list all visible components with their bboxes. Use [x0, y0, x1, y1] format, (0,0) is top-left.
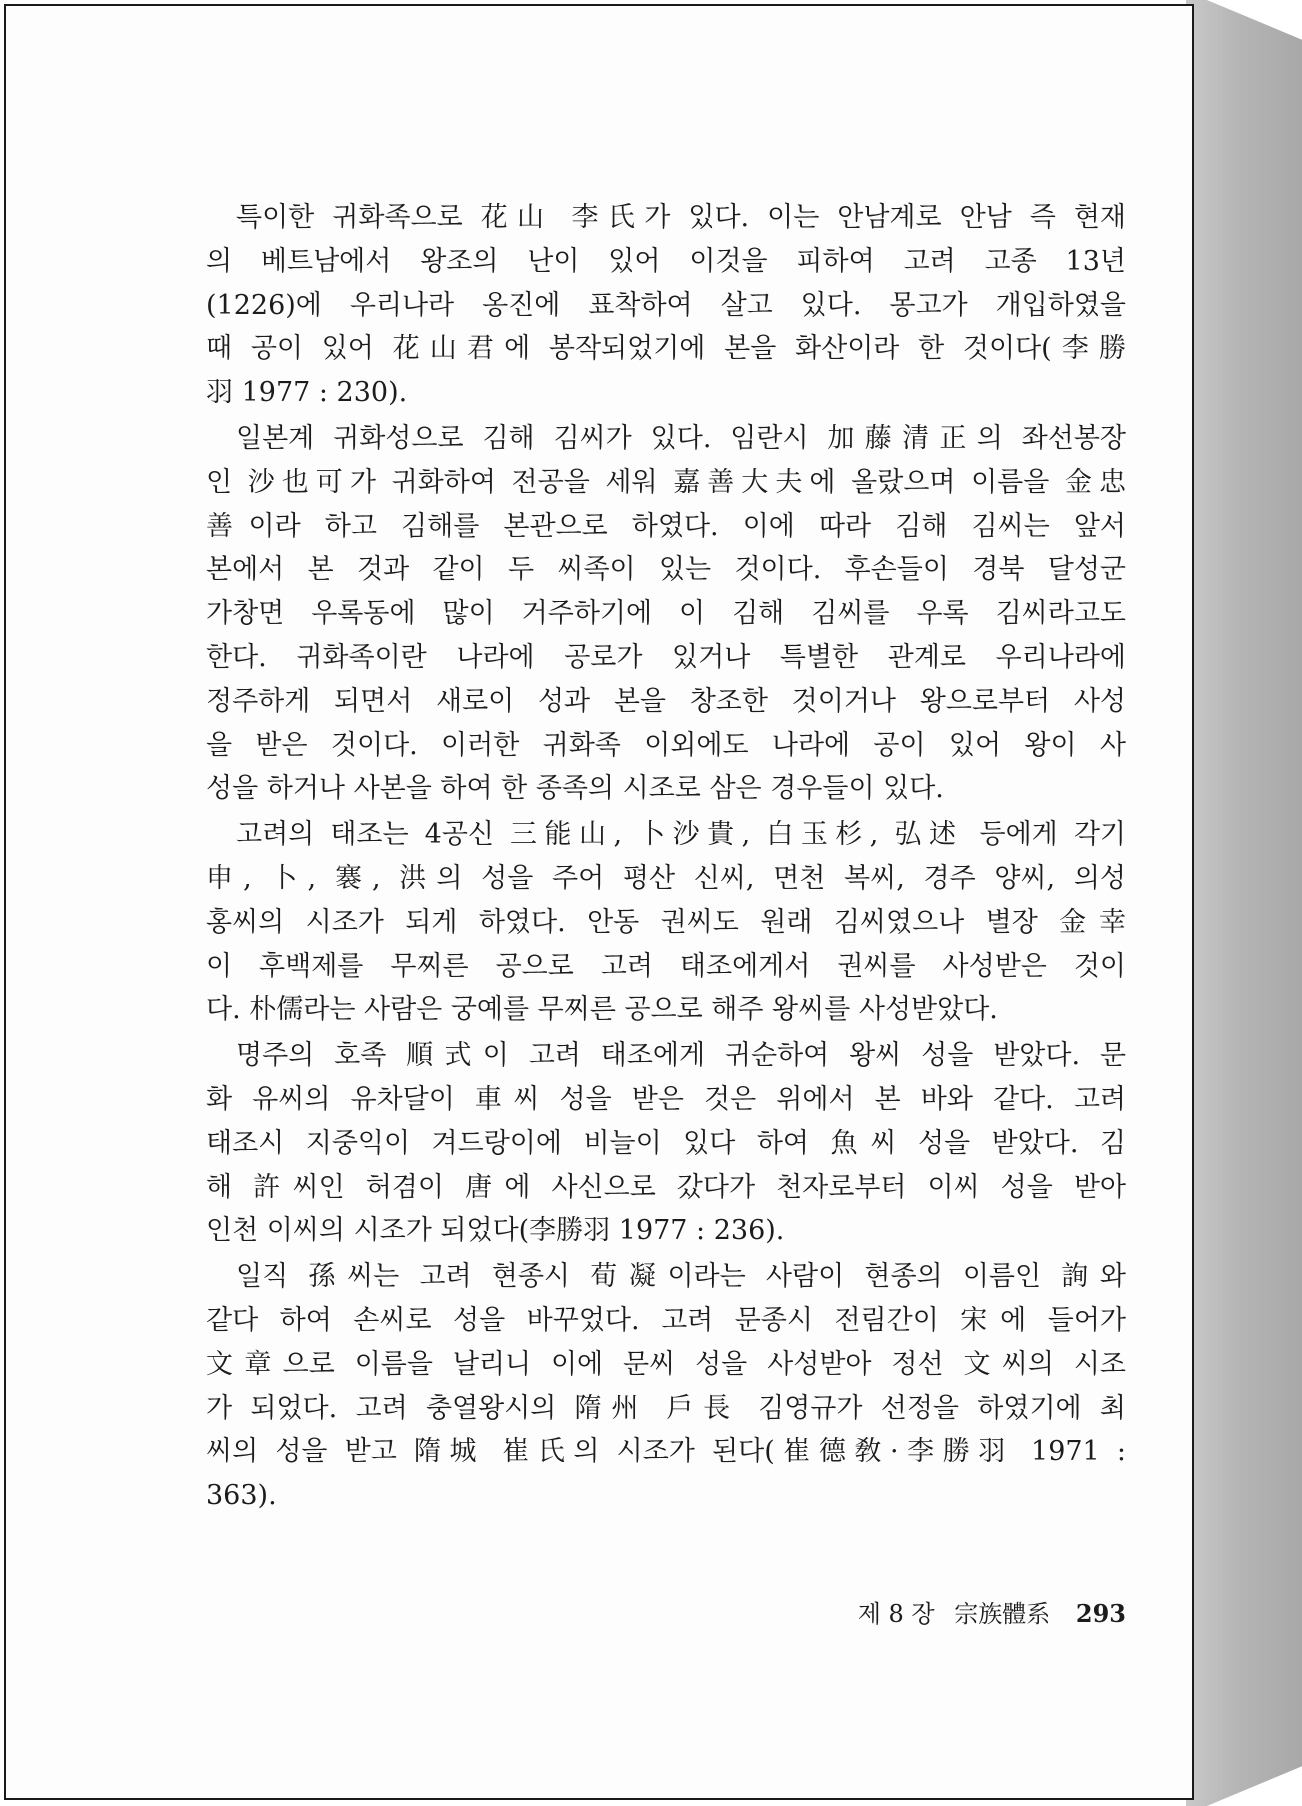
- text-line: 정주하게 되면서 새로이 성과 본을 창조한 것이거나 왕으로부터 사성: [206, 685, 1126, 717]
- page-number: 293: [1075, 1599, 1126, 1628]
- text-line: 때 공이 있어 花山君에 봉작되었기에 본을 화산이라 한 것이다(李勝: [206, 333, 1126, 365]
- text-line: 특이한 귀화족으로 花山 李氏가 있다. 이는 안남계로 안남 즉 현재: [236, 202, 1126, 233]
- text-line: 363).: [206, 1480, 277, 1512]
- text-line: 고려의 태조는 4공신 三能山, 卜沙貴, 白玉杉, 弘述 등에게 각기: [236, 819, 1126, 851]
- text-line: 한다. 귀화족이란 나라에 공로가 있거나 특별한 관계로 우리나라에: [206, 641, 1126, 673]
- paragraph: [206, 813, 1126, 1032]
- paragraph: [206, 196, 1126, 415]
- text-line: 가창면 우록동에 많이 거주하기에 이 김해 김씨를 우록 김씨라고도: [206, 598, 1126, 630]
- text-line: 이 후백제를 무찌른 공으로 고려 태조에게서 권씨를 사성받은 것이: [206, 950, 1126, 982]
- text-line: 같다 하여 손씨로 성을 바꾸었다. 고려 문종시 전림간이 宋에 들어가: [206, 1304, 1126, 1336]
- chapter-title: 宗族體系: [954, 1600, 1051, 1628]
- text-line: 씨의 성을 받고 隋城 崔氏의 시조가 된다(崔德敎·李勝羽 1971 :: [206, 1436, 1126, 1468]
- paragraph: [206, 417, 1126, 811]
- text-line: 성을 하거나 사본을 하여 한 종족의 시조로 삼은 경우들이 있다.: [206, 773, 944, 805]
- page-footer: [826, 1594, 1126, 1629]
- text-line: 인천 이씨의 시조가 되었다(李勝羽 1977 : 236).: [206, 1215, 785, 1247]
- text-line: 홍씨의 시조가 되게 하였다. 안동 권씨도 원래 김씨였으나 별장 金幸: [206, 906, 1126, 938]
- body-text: [206, 196, 1126, 1520]
- paragraph: [206, 1255, 1126, 1518]
- paragraph: [206, 1034, 1126, 1253]
- text-line: 인 沙也可가 귀화하여 전공을 세워 嘉善大夫에 올랐으며 이름을 金忠: [206, 466, 1126, 498]
- text-line: 의 베트남에서 왕조의 난이 있어 이것을 피하여 고려 고종 13년: [206, 245, 1126, 277]
- text-line: 화 유씨의 유차달이 車씨 성을 받은 것은 위에서 본 바와 같다. 고려: [206, 1083, 1126, 1115]
- text-line: 태조시 지중익이 겨드랑이에 비늘이 있다 하여 魚씨 성을 받았다. 김: [206, 1127, 1126, 1159]
- text-line: 명주의 호족 順式이 고려 태조에게 귀순하여 왕씨 성을 받았다. 문: [236, 1040, 1126, 1072]
- text-line: (1226)에 우리나라 옹진에 표착하여 살고 있다. 몽고가 개입하였을: [206, 289, 1126, 321]
- text-line: 다. 朴儒라는 사람은 궁예를 무찌른 공으로 해주 왕씨를 사성받았다.: [206, 994, 998, 1026]
- text-line: 일본계 귀화성으로 김해 김씨가 있다. 임란시 加藤清正의 좌선봉장: [236, 422, 1126, 454]
- text-line: 일직 孫씨는 고려 현종시 荀凝이라는 사람이 현종의 이름인 詢와: [236, 1261, 1126, 1293]
- book-page: [4, 4, 1194, 1800]
- text-line: 羽 1977 : 230).: [206, 377, 408, 409]
- text-line: 본에서 본 것과 같이 두 씨족이 있는 것이다. 후손들이 경북 달성군: [206, 554, 1126, 586]
- chapter-label: 제 8 장: [857, 1600, 935, 1628]
- text-line: 해 許씨인 허겸이 唐에 사신으로 갔다가 천자로부터 이씨 성을 받아: [206, 1171, 1126, 1203]
- text-line: 申, 卜, 褰, 洪의 성을 주어 평산 신씨, 면천 복씨, 경주 양씨, 의성: [206, 862, 1126, 894]
- page-edge-shadow: [1186, 0, 1302, 1806]
- text-line: 을 받은 것이다. 이러한 귀화족 이외에도 나라에 공이 있어 왕이 사: [206, 729, 1126, 761]
- text-line: 文章으로 이름을 날리니 이에 문씨 성을 사성받아 정선 文씨의 시조: [206, 1348, 1126, 1380]
- text-line: 가 되었다. 고려 충열왕시의 隋州 戶長 김영규가 선정을 하였기에 최: [206, 1392, 1126, 1424]
- text-line: 善이라 하고 김해를 본관으로 하였다. 이에 따라 김해 김씨는 앞서: [206, 510, 1126, 542]
